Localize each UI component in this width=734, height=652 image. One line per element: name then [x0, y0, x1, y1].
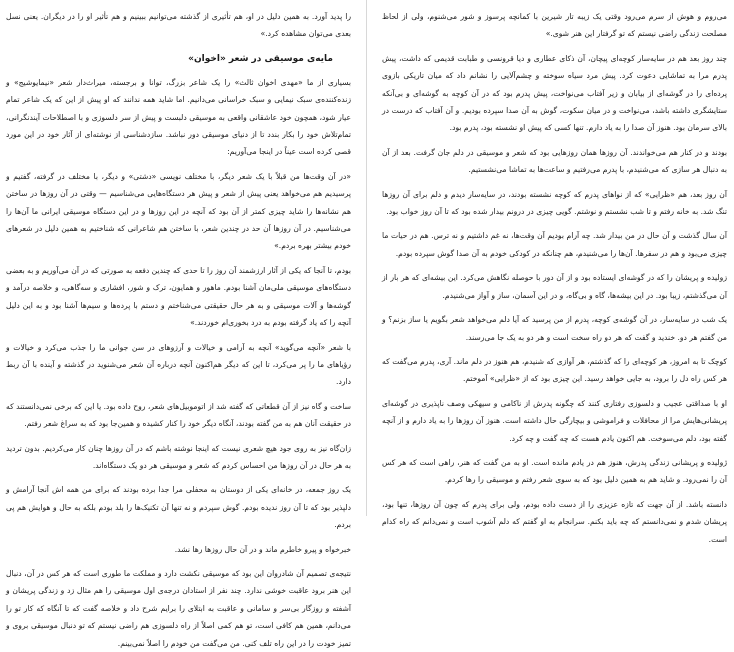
left-paragraph-10: نتیجه‌ی تصمیم آن شادروان این بود که موسیقی نکشت دارد و مملکت ما طوری است که هر کس در آن، دنبال این هنر برود عاقبت خوشی ندارد. چند نفر از استادان درجه‌ی اول موسیقی را هم مثال زد و زندگی پریشان و آشفته و روزگار بی‌سر و سامانی و عاقبت به ابتلای را برایم شرح داد و خلاصه گفت که تا آنگاه که کار تو را می‌دانم، همین هم کافی است، تو هم کمی اصلاً از راه دلسوزی هم راضی نیستم که تو دنبال موسیقی بروی و تمیز خودت را در این راه تلف کنی. من می‌گفت من خودم را اصلاً نمی‌بینم. — [6, 568, 351, 648]
right-paragraph-10: ژولیده و پریشانی زندگی پدرش، هنوز هم در یادم مانده است. او به من گفت که هنر، راهی است که هر کس آن را نمی‌رود. و شاید هم به همین دلیل بود که به سوی شعر رفتم و موسیقی را رها کردم. — [382, 457, 727, 485]
right-paragraph-8: کوچک تا به امروز، هر کوچه‌ای را که گذشتم، هر آوازی که شنیدم، هم هنوز در دلم ماند. آری، پدرم می‌گفت که هر کس راه دل را برود، به جایی خواهد رسید. این چیزی بود که از «ظرایی» آموختم. — [382, 356, 727, 384]
left-page — [6, 8, 351, 648]
right-paragraph-6: زولیده و پریشان را که در گوشه‌ای ایستاده بود و از آن دور با حوصله نگاهش می‌کرد. این بیشه‌ای که هر بار از آن می‌گذشتم، زیبا بود. در این بیشه‌ها، گاه و بی‌گاه، و در این آسمان، ساز و آواز می‌شنیدم. — [382, 273, 727, 300]
left-paragraph-2: بسیاری از ما «مهدی اخوان ثالث» را یک شاعر بزرگ، توانا و برجسته، میراث‌دار شعر «نیمایوشیج» و زنده‌کننده‌ی سبک نیمایی و سبک خراسانی می‌دانیم. اما شاید همه ندانند که او پیش از این که یک شاعر تمام عیار شود، همچون خود عاشقانی واقعی به موسیقی دلبست و پیش از سر دلسوزی و با اصطلاحات آیندنگرانی، تمام‌تلاش خود را بکار بندد تا از دنیای موسیقی دور نباشد. سازدشناسی از نوشته‌ای از آثار خود در این مورد قصی کرده است عیناً در اینجا می‌آوریم: — [6, 77, 351, 157]
right-paragraph-9: او با صداقتی عجیب و دلسوزی رفتاری کنند که چگونه پدرش از ناکامی و سیهکی وصف ناپذیری در گوشه‌ای پریشانی‌هایش مرا از محافلات و فراموشی و بیچارگی حال داشته است. هنوز آن روزها را به یاد دارم و از آنچه گفته بود، دلم می‌سوخت. هم اکنون یادم هست که چه گفت و چه کرد. — [382, 398, 727, 443]
right-paragraph-3: بودند و در کنار هم می‌خواندند. آن روزها همان روزهایی بود که شعر و موسیقی در دلم جان گرفت. بعد از آن به دنبال هر سازی که می‌شنیدم، با پدرم می‌رفتیم و ساعت‌ها به تماشا می‌نشستیم. — [382, 147, 727, 175]
left-paragraph-4: بودم، تا آنجا که یکی از آثار ارزشمند آن روز را تا حدی که چندین دفعه به صورتی که در آن می‌آوریم و به بعضی دستگاه‌های موسیقی ملی‌مان آشنا بودم. ماهور و همایون، ترک و شور، افشاری و سه‌گاهی، و خلاصه درآمد و گوشه‌ها و آلات موسیقی و به هر حال حقیقتی می‌شناختم و دستم با پرده‌ها و سیم‌ها آشنا بود و به این دلیل آنچه را که یاد گرفته بودم به درد بخوری‌ام خوردند.» — [6, 265, 351, 328]
left-paragraph-5: با شعر «آنچه می‌گوید» آنچه به آرامی و خیالات و آرزوهای در سن جوانی ما را جذب می‌کرد و خیالات و رؤیاهای ما را پر می‌کرد، تا این که دیگر هم‌اکنون آنچه درباره آن شعر می‌شنوید در گذشته و آینده با آن ربط دارد. — [6, 342, 351, 387]
right-paragraph-11: دانسته باشد. از آن جهت که تازه عزیزی را از دست داده بودم، ولی برای پدرم که چون آن روزها، تنها بود، پریشان شدم و نمی‌دانستم که چه باید بکنم. سرانجام به او گفتم که دلم آشوب است و نمی‌دانم که راه کدام است. — [382, 499, 727, 544]
left-paragraph-7: زان‌گاه نیز به روی جود هیچ شعری نیست که اینجا نوشته باشم که در آن روزها چنان کار می‌کردیم. بدون تردید به هر حال در آن روزها من احساس کردم که شعر و موسیقی هر دو یک دستگاه‌اند. — [6, 443, 351, 470]
left-paragraph-9: خبرخواه و پیرو خاطرم ماند و در آن حال روزها رها نشد. — [174, 544, 351, 554]
right-paragraph-5: آن سال گذشت و آن حال در من بیدار شد. چه آرام بودیم آن وقت‌ها، نه غم داشتیم و نه ترس. هم در حیات ما چیزی می‌بود و هم در سفرها. آن‌ها را می‌شنیدم، هم چنانکه در کودکی خودم به آن صدا گوش سپرده بودم. — [382, 231, 727, 258]
left-paragraph-6: ساخت و گاه نیز از آن قطعاتی که گفته شد از اتوموبیل‌های شعر، روح داده بود. یا این که برخی نمی‌دانستند که در حقیقت آنان هم به من گفته بودند، آنگاه دیگر خود را کنار کشیده و همین‌جا بود که به سراغ شعر رفتم. — [6, 401, 351, 429]
right-paragraph-2: چند روز بعد هم در سایه‌سار کوچه‌ای پیچان، آن ذکای عطاری و دیا قرونسی و طبابت قدیمی که داشت، پیش پدرم مرا به تماشایی دعوت کرد. پیش مرد سیاه سوخته و چشم‌آلایی را نشانم داد که میان تاریکی بازوی پرده‌ای را در گوشه‌ای از بیابان و زیر آفتاب می‌نواخت، پیش پدرم بود که در آن کوچه به گوشه‌ای و بی‌آنکه ستایشگری داشته باشد، می‌نواخت و در میان سکوت، گوش به آن صدا سپرده بودیم. و آن آفتاب که درست در بالای سرمان بود. هنوز آن صدا را به یاد دارم. تنها کسی که پیش او نشسته بود، پدرم بود. — [382, 53, 727, 133]
right-page — [382, 8, 727, 544]
right-paragraph-4: آن روز بعد، هم «ظرایی» که از نواهای پدرم که کوچه نشسته بودند، در سایه‌سار دیدم و دلم برای آن روزها تنگ شد. به خانه رفتم و تا شب نشستم و نوشتم. گویی چیزی در درونم بیدار شده بود که تا آن روز خواب بود. — [382, 189, 727, 217]
left-paragraph-3: «در آن وقت‌ها من قبلاً با یک شعر دیگر، با مختلف نویسی «دشتی» و دیگر، با مختلف در گرفته، گفتیم و پرسیدیم هم می‌خواهد یعنی پیش از شعر و پیش هر دستگاه‌هایی می‌شناسیم — وقتی در آن روزها در ساختن هم نشانه‌ها را شاید چیزی کمتر از آن بود که آنچه در این روزها و در این دستگاه موسیقی ایرانی ما آن‌ها را می‌شناسیم. در آن روزها آن حد در چندین شعر، با ساختن هم شاعرانی که شناختیم به همین دلیل در شعرهای خودم بیشتر بهره بردم.» — [6, 171, 351, 251]
right-paragraph-1: می‌روم و هوش از سرم می‌رود وقتی یک زیبه تار شیرین با کمانچه پرسوز و شور می‌شنوم، ولی از لحاظ مصلحت زندگی راضی نیستم که تو گرفتار این هنر شوی.» — [382, 12, 727, 39]
section-heading: مایه‌ی موسیقی در شعر «اخوان» — [188, 53, 333, 64]
right-paragraph-7: یک شب در سایه‌سار، در آن گوشه‌ی کوچه، پدرم از من پرسید که آیا دلم می‌خواهد شعر بگویم یا ساز بزنم؟ و من گفتم هر دو. خندید و گفت که هر دو راه سخت است و هر دو به یک جا می‌رسند. — [382, 315, 727, 342]
left-paragraph-8: یک روز جمعه، در خانه‌ای یکی از دوستان به محفلی مرا جدا برده بودند که برای من همه اش آنجا آرامش و دلپذیر بود که تا آن روز ندیده بودم. گوش سپردم و نه تنها آن تکنیک‌ها را بلد بودم بلکه به حال و هوایش هم پی بردم. — [6, 485, 351, 530]
left-paragraph-1: را پدید آورد. به همین دلیل در او، هم تأثیری از گذشته می‌توانیم ببینیم و هم تأثیر او را در دیگران. یعنی نسل بعدی می‌توان مشاهده کرد.» — [6, 12, 351, 39]
page-divider — [366, 0, 367, 516]
